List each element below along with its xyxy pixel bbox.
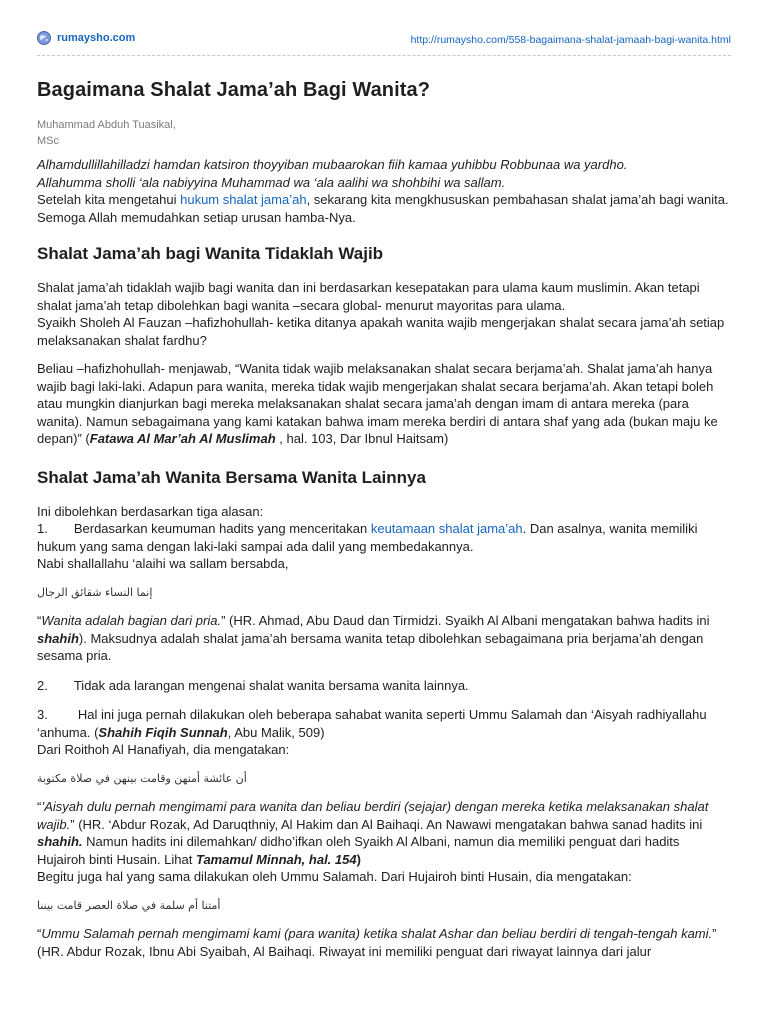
section-heading-1: Shalat Jama’ah bagi Wanita Tidaklah Wajib: [37, 244, 384, 263]
link-keutamaan-shalat-jamaah[interactable]: keutamaan shalat jama’ah: [370, 521, 523, 536]
header-divider: [37, 55, 731, 56]
site-name[interactable]: rumaysho.com: [57, 32, 136, 44]
globe-icon: [37, 31, 51, 45]
s2-item-3: 3. Hal ini juga pernah dilakukan oleh beberapa sahabat wanita seperti Ummu Salamah dan ‘Aisyah radhiyallahu ‘anhuma. (Shahih Fiqih Sunnah, Abu Malik, 509): [37, 707, 707, 740]
arabic-hadith-1: إنما النساء شقائق الرجال: [37, 585, 153, 599]
arabic-hadith-3: أمتنا أم سلمة في صلاة العصر قامت بيننا: [37, 898, 221, 912]
article: [37, 79, 731, 960]
link-hukum-shalat-jamaah[interactable]: hukum shalat jama’ah: [180, 192, 307, 207]
reference-fatawa: Fatawa Al Mar’ah Al Muslimah: [89, 431, 276, 446]
site-brand[interactable]: [37, 31, 135, 45]
s1-paragraph-1: Shalat jama’ah tidaklah wajib bagi wanita dan ini berdasarkan kesepatakan para ulama kaum muslimin. Akan tetapi shalat jama’ah tetap dibolehkan bagi wanita –secara global- menurut mayoritas para ulama.: [37, 280, 700, 313]
intro-paragraph: Setelah kita mengetahui hukum shalat jama’ah, sekarang kita mengkhususkan pembahasan shalat jama’ah bagi wanita. Semoga Allah memudahkan setiap urusan hamba-Nya.: [37, 192, 729, 225]
author-name: Muhammad Abduh Tuasikal,: [37, 119, 176, 131]
s1-paragraph-question: Syaikh Sholeh Al Fauzan –hafizhohullah- ketika ditanya apakah wanita wajib mengerjakan shalat secara jama’ah setiap melaksanakan shalat fardhu?: [37, 315, 725, 348]
quote-2: “’Aisyah dulu pernah mengimami para wanita dan beliau berdiri (sejajar) dengan mereka ketika melaksanakan shalat wajib.” (HR. ‘Abdur Rozak, Ad Daruqthniy, Al Hakim dan Al Baihaqi. An Nawawi mengatakan bahwa sanad hadits ini shahih. Namun hadits ini dilemahkan/ didho’ifkan oleh Syaikh Al Albani, namun dia memiliki penguat dari hadits Hujairoh binti Husain. Lihat Tamamul Minnah, hal. 154): [37, 799, 709, 867]
s2-intro: Ini dibolehkan berdasarkan tiga alasan:: [37, 503, 264, 519]
s1-paragraph-answer: Beliau –hafizhohullah- menjawab, “Wanita tidak wajib melaksanakan shalat secara berjama’ah. Shalat jama’ah hanya wajib bagi laki-laki. Adapun para wanita, mereka tidak wajib mengerjakan shalat secara berjama’ah. Akan tetapi boleh atau mungkin dianjurkan bagi mereka melaksanakan shalat secara jama’ah dengan imam di antara mereka (para wanita). Namun sebagaimana yang kami katakan bahwa imam mereka berdiri di antara shaf yang ada (bukan maju ke depan)” (Fatawa Al Mar’ah Al Muslimah , hal. 103, Dar Ibnul Haitsam): [37, 361, 718, 446]
page-url-link[interactable]: http://rumaysho.com/558-bagaimana-shalat-jamaah-bagi-wanita.html: [410, 34, 731, 46]
reference-shahih-fiqih: Shahih Fiqih Sunnah: [98, 724, 228, 740]
author-degree: MSc: [37, 134, 59, 147]
quote-1: “Wanita adalah bagian dari pria.” (HR. Ahmad, Abu Daud dan Tirmidzi. Syaikh Al Albani mengatakan bahwa hadits ini shahih). Maksudnya adalah shalat jama’ah bersama wanita tetap dibolehkan sebagaimana pria berjama’ah dengan sesama pria.: [37, 613, 710, 663]
page-title: Bagaimana Shalat Jama’ah Bagi Wanita?: [37, 79, 431, 101]
s2-roithoh: Dari Roithoh Al Hanafiyah, dia mengatakan:: [37, 742, 290, 757]
s2-item-2: 2. Tidak ada larangan mengenai shalat wanita bersama wanita lainnya.: [37, 677, 469, 693]
s2-hujairoh: Begitu juga hal yang sama dilakukan oleh Ummu Salamah. Dari Hujairoh binti Husain, dia mengatakan:: [37, 869, 632, 884]
s2-nabi-bersabda: Nabi shallallahu ‘alaihi wa sallam bersabda,: [37, 556, 289, 571]
author-byline: [37, 118, 731, 150]
arabic-hadith-2: أن عائشة أمتهن وقامت بينهن في صلاة مكتوبة: [37, 771, 247, 785]
intro: [37, 156, 731, 226]
s2-item-1: 1. Berdasarkan keumuman hadits yang menceritakan keutamaan shalat jama’ah. Dan asalnya, wanita memiliki hukum yang sama dengan laki-laki sampai ada dalil yang membedakannya.: [37, 521, 698, 554]
quote-3: “Ummu Salamah pernah mengimami kami (para wanita) ketika shalat Ashar dan beliau berdiri di tengah-tengah kami.” (HR. Abdur Rozak, Ibnu Abi Syaibah, Al Baihaqi. Riwayat ini memiliki penguat dari riwayat lainnya dari jalur: [37, 926, 717, 959]
reference-tamamul-minnah: Tamamul Minnah, hal. 154: [195, 851, 357, 867]
page-header: [37, 31, 731, 51]
intro-salawat: Allahumma sholli ‘ala nabiyyina Muhammad wa ‘ala aalihi wa shohbihi wa sallam.: [37, 174, 506, 190]
intro-praise: Alhamdullillahilladzi hamdan katsiron thoyyiban mubaarokan fiih kamaa yuhibbu Robbunaa wa yardho.: [37, 157, 628, 172]
section-heading-2: Shalat Jama’ah Wanita Bersama Wanita Lainnya: [37, 467, 426, 487]
